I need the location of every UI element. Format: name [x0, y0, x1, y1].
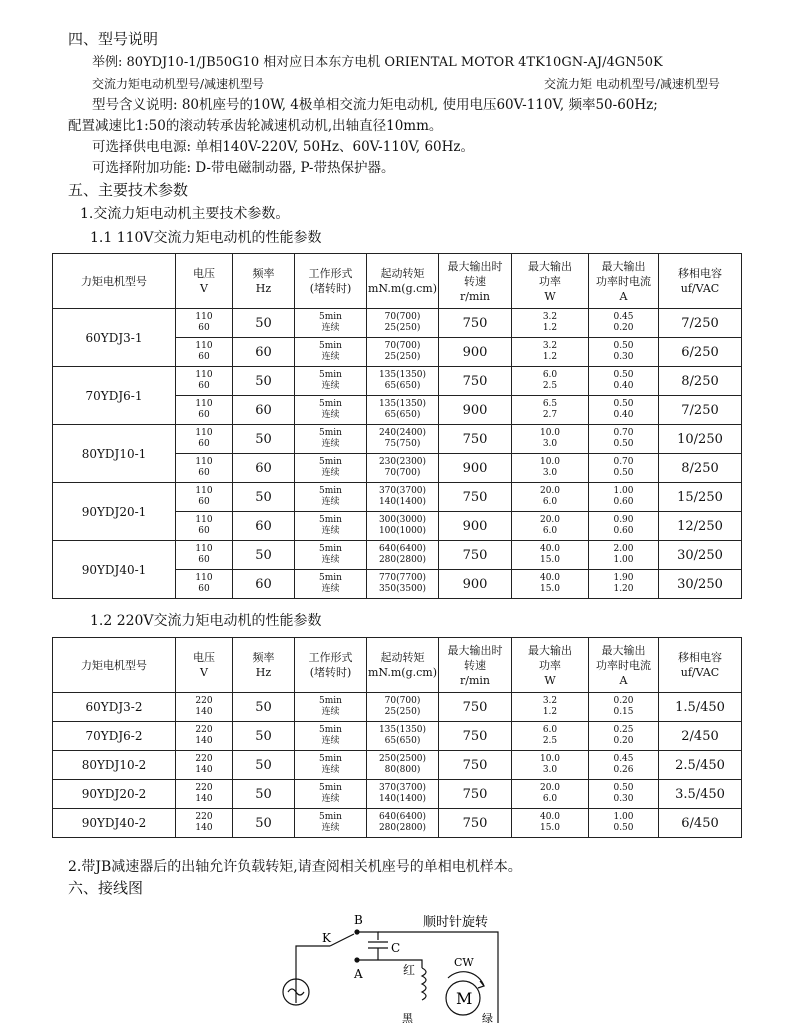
power-cell: 40.0 15.0 — [512, 541, 589, 570]
header-mode: 工作形式 (堵转时) — [295, 254, 367, 309]
mode-cell: 5min 连续 — [295, 396, 367, 425]
frequency-cell: 50 — [233, 751, 295, 780]
capacitor-cell: 15/250 — [659, 483, 742, 512]
torque-cell: 250(2500) 80(800) — [367, 751, 439, 780]
model-example: 举例: 80YDJ10-1/JB50G10 相对应日本东方电机 ORIENTAL MOTOR 4TK10GN-AJ/4GN50K — [92, 55, 663, 70]
frequency-cell: 50 — [233, 483, 295, 512]
model-cell: 60YDJ3-1 — [53, 309, 176, 367]
speed-cell: 900 — [439, 512, 512, 541]
header-speed: 最大输出时 转速 r/min — [439, 638, 512, 693]
table-header-row — [53, 638, 742, 693]
voltage-cell: 110 60 — [176, 454, 233, 483]
capacitor-cell: 30/250 — [659, 541, 742, 570]
power-cell: 3.2 1.2 — [512, 338, 589, 367]
section-6-heading: 六、接线图 — [68, 879, 144, 897]
label-black: 黑 — [402, 1012, 413, 1023]
speed-cell: 900 — [439, 338, 512, 367]
header-power: 最大输出 功率 W — [512, 254, 589, 309]
frequency-cell: 60 — [233, 338, 295, 367]
voltage-cell: 110 60 — [176, 367, 233, 396]
table-row — [53, 309, 742, 338]
voltage-cell: 220 140 — [176, 722, 233, 751]
voltage-cell: 110 60 — [176, 338, 233, 367]
speed-cell: 750 — [439, 309, 512, 338]
table-row — [53, 809, 742, 838]
voltage-cell: 110 60 — [176, 570, 233, 599]
header-model: 力矩电机型号 — [53, 638, 176, 693]
voltage-cell: 110 60 — [176, 425, 233, 454]
current-cell: 0.90 0.60 — [589, 512, 659, 541]
voltage-cell: 110 60 — [176, 541, 233, 570]
torque-cell: 70(700) 25(250) — [367, 309, 439, 338]
power-cell: 6.5 2.7 — [512, 396, 589, 425]
current-cell: 1.90 1.20 — [589, 570, 659, 599]
model-meaning-line2: 配置减速比1:50的滚动转承齿轮减速机动机,出轴直径10mm。 — [68, 118, 443, 134]
voltage-cell: 110 60 — [176, 309, 233, 338]
label-red: 红 — [403, 963, 416, 977]
power-cell: 20.0 6.0 — [512, 483, 589, 512]
power-cell: 6.0 2.5 — [512, 722, 589, 751]
table-row — [53, 425, 742, 454]
wire-b — [357, 932, 378, 940]
header-model: 力矩电机型号 — [53, 254, 176, 309]
torque-cell: 370(3700) 140(1400) — [367, 780, 439, 809]
mode-cell: 5min 连续 — [295, 425, 367, 454]
capacitor-cell: 1.5/450 — [659, 693, 742, 722]
coil-symbol — [422, 968, 426, 1000]
mode-cell: 5min 连续 — [295, 541, 367, 570]
table-110v — [52, 253, 742, 599]
current-cell: 1.00 0.50 — [589, 809, 659, 838]
capacitor-cell: 3.5/450 — [659, 780, 742, 809]
power-cell: 10.0 3.0 — [512, 751, 589, 780]
label-cw: CW — [454, 956, 474, 969]
voltage-cell: 110 60 — [176, 512, 233, 541]
header-voltage: 电压 V — [176, 254, 233, 309]
model-cell: 70YDJ6-2 — [53, 722, 176, 751]
mode-cell: 5min 连续 — [295, 367, 367, 396]
speed-cell: 750 — [439, 722, 512, 751]
current-cell: 0.50 0.40 — [589, 396, 659, 425]
current-cell: 0.45 0.26 — [589, 751, 659, 780]
mode-cell: 5min 连续 — [295, 693, 367, 722]
torque-cell: 640(6400) 280(2800) — [367, 541, 439, 570]
header-capacitor: 移相电容 uf/VAC — [659, 254, 742, 309]
addon-options: 可选择附加功能: D-带电磁制动器, P-带热保护器。 — [92, 160, 395, 176]
torque-cell: 135(1350) 65(650) — [367, 722, 439, 751]
capacitor-cell: 7/250 — [659, 309, 742, 338]
model-cell: 90YDJ40-1 — [53, 541, 176, 599]
power-cell: 20.0 6.0 — [512, 780, 589, 809]
section-5-sub11: 1.1 110V交流力矩电动机的性能参数 — [90, 230, 322, 246]
current-cell: 0.50 0.40 — [589, 367, 659, 396]
model-cell: 60YDJ3-2 — [53, 693, 176, 722]
model-cell: 90YDJ20-2 — [53, 780, 176, 809]
model-cell: 90YDJ40-2 — [53, 809, 176, 838]
voltage-cell: 220 140 — [176, 751, 233, 780]
power-cell: 40.0 15.0 — [512, 809, 589, 838]
mode-cell: 5min 连续 — [295, 338, 367, 367]
table-row — [53, 780, 742, 809]
label-green: 绿 — [482, 1012, 493, 1023]
power-cell: 3.2 1.2 — [512, 309, 589, 338]
label-c: C — [391, 941, 401, 955]
speed-cell: 900 — [439, 570, 512, 599]
torque-cell: 300(3000) 100(1000) — [367, 512, 439, 541]
header-voltage: 电压 V — [176, 638, 233, 693]
label-m: M — [456, 989, 473, 1008]
model-sublabel-left: 交流力矩电动机型号/减速机型号 — [92, 77, 265, 91]
voltage-cell: 110 60 — [176, 396, 233, 425]
frequency-cell: 60 — [233, 396, 295, 425]
section-4-heading: 四、型号说明 — [68, 30, 159, 48]
capacitor-cell: 12/250 — [659, 512, 742, 541]
mode-cell: 5min 连续 — [295, 483, 367, 512]
power-cell: 20.0 6.0 — [512, 512, 589, 541]
voltage-cell: 220 140 — [176, 780, 233, 809]
header-speed: 最大输出时 转速 r/min — [439, 254, 512, 309]
capacitor-cell: 6/450 — [659, 809, 742, 838]
torque-cell: 70(700) 25(250) — [367, 693, 439, 722]
wiring-diagram — [270, 908, 520, 1023]
speed-cell: 750 — [439, 751, 512, 780]
speed-cell: 750 — [439, 693, 512, 722]
current-cell: 1.00 0.60 — [589, 483, 659, 512]
section-5-sub12: 1.2 220V交流力矩电动机的性能参数 — [90, 613, 322, 629]
model-cell: 70YDJ6-1 — [53, 367, 176, 425]
speed-cell: 900 — [439, 454, 512, 483]
capacitor-cell: 30/250 — [659, 570, 742, 599]
capacitor-cell: 2.5/450 — [659, 751, 742, 780]
speed-cell: 750 — [439, 425, 512, 454]
mode-cell: 5min 连续 — [295, 454, 367, 483]
header-capacitor: 移相电容 uf/VAC — [659, 638, 742, 693]
current-cell: 0.50 0.30 — [589, 780, 659, 809]
label-b: B — [354, 913, 363, 927]
model-meaning-line1: 型号含义说明: 80机座号的10W, 4极单相交流力矩电动机, 使用电压60V-110V, 频率50-60Hz; — [92, 97, 658, 113]
frequency-cell: 50 — [233, 309, 295, 338]
current-cell: 0.70 0.50 — [589, 425, 659, 454]
torque-cell: 135(1350) 65(650) — [367, 396, 439, 425]
capacitor-cell: 8/250 — [659, 367, 742, 396]
table-220v — [52, 637, 742, 838]
current-cell: 0.25 0.20 — [589, 722, 659, 751]
header-torque: 起动转矩 mN.m(g.cm) — [367, 638, 439, 693]
torque-cell: 640(6400) 280(2800) — [367, 809, 439, 838]
section-5-heading: 五、主要技术参数 — [68, 181, 189, 199]
frequency-cell: 50 — [233, 367, 295, 396]
table-row — [53, 367, 742, 396]
mode-cell: 5min 连续 — [295, 722, 367, 751]
power-cell: 6.0 2.5 — [512, 367, 589, 396]
speed-cell: 750 — [439, 809, 512, 838]
capacitor-cell: 8/250 — [659, 454, 742, 483]
cw-arrow-head — [478, 981, 484, 988]
capacitor-cell: 6/250 — [659, 338, 742, 367]
diagram-caption: 顺时针旋转 — [423, 915, 489, 930]
speed-cell: 900 — [439, 396, 512, 425]
header-frequency: 频率 Hz — [233, 638, 295, 693]
model-cell: 90YDJ20-1 — [53, 483, 176, 541]
power-cell: 40.0 15.0 — [512, 570, 589, 599]
table-header-row — [53, 254, 742, 309]
mode-cell: 5min 连续 — [295, 780, 367, 809]
header-power: 最大输出 功率 W — [512, 638, 589, 693]
torque-cell: 230(2300) 70(700) — [367, 454, 439, 483]
mode-cell: 5min 连续 — [295, 751, 367, 780]
frequency-cell: 60 — [233, 570, 295, 599]
current-cell: 2.00 1.00 — [589, 541, 659, 570]
table-row — [53, 722, 742, 751]
frequency-cell: 50 — [233, 722, 295, 751]
current-cell: 0.20 0.15 — [589, 693, 659, 722]
frequency-cell: 50 — [233, 541, 295, 570]
header-current: 最大输出 功率时电流 A — [589, 254, 659, 309]
torque-cell: 240(2400) 75(750) — [367, 425, 439, 454]
speed-cell: 750 — [439, 541, 512, 570]
header-current: 最大输出 功率时电流 A — [589, 638, 659, 693]
model-cell: 80YDJ10-2 — [53, 751, 176, 780]
frequency-cell: 60 — [233, 454, 295, 483]
mode-cell: 5min 连续 — [295, 570, 367, 599]
model-sublabel-right: 交流力矩 电动机型号/减速机型号 — [544, 77, 720, 91]
table-row — [53, 751, 742, 780]
header-frequency: 频率 Hz — [233, 254, 295, 309]
table-row — [53, 541, 742, 570]
voltage-cell: 110 60 — [176, 483, 233, 512]
frequency-cell: 50 — [233, 693, 295, 722]
section-5-sub1: 1.交流力矩电动机主要技术参数。 — [80, 206, 290, 222]
table-row — [53, 483, 742, 512]
frequency-cell: 50 — [233, 780, 295, 809]
power-cell: 10.0 3.0 — [512, 454, 589, 483]
note-jb-reducer: 2.带JB减速器后的出轴允许负载转矩,请查阅相关机座号的单相电机样本。 — [68, 859, 522, 875]
power-cell: 3.2 1.2 — [512, 693, 589, 722]
mode-cell: 5min 连续 — [295, 309, 367, 338]
capacitor-cell: 2/450 — [659, 722, 742, 751]
current-cell: 0.50 0.30 — [589, 338, 659, 367]
header-mode: 工作形式 (堵转时) — [295, 638, 367, 693]
header-torque: 起动转矩 mN.m(g.cm) — [367, 254, 439, 309]
table-row — [53, 693, 742, 722]
torque-cell: 370(3700) 140(1400) — [367, 483, 439, 512]
torque-cell: 70(700) 25(250) — [367, 338, 439, 367]
torque-cell: 770(7700) 350(3500) — [367, 570, 439, 599]
frequency-cell: 50 — [233, 425, 295, 454]
capacitor-cell: 7/250 — [659, 396, 742, 425]
current-cell: 0.70 0.50 — [589, 454, 659, 483]
voltage-cell: 220 140 — [176, 809, 233, 838]
current-cell: 0.45 0.20 — [589, 309, 659, 338]
torque-cell: 135(1350) 65(650) — [367, 367, 439, 396]
switch-k — [330, 934, 354, 946]
label-k: K — [322, 931, 331, 945]
capacitor-cell: 10/250 — [659, 425, 742, 454]
speed-cell: 750 — [439, 780, 512, 809]
label-a: A — [354, 967, 363, 981]
mode-cell: 5min 连续 — [295, 809, 367, 838]
speed-cell: 750 — [439, 483, 512, 512]
voltage-cell: 220 140 — [176, 693, 233, 722]
power-cell: 10.0 3.0 — [512, 425, 589, 454]
power-supply-options: 可选择供电电源: 单相140V-220V, 50Hz、60V-110V, 60Hz。 — [92, 139, 475, 155]
speed-cell: 750 — [439, 367, 512, 396]
mode-cell: 5min 连续 — [295, 512, 367, 541]
frequency-cell: 60 — [233, 512, 295, 541]
frequency-cell: 50 — [233, 809, 295, 838]
model-cell: 80YDJ10-1 — [53, 425, 176, 483]
